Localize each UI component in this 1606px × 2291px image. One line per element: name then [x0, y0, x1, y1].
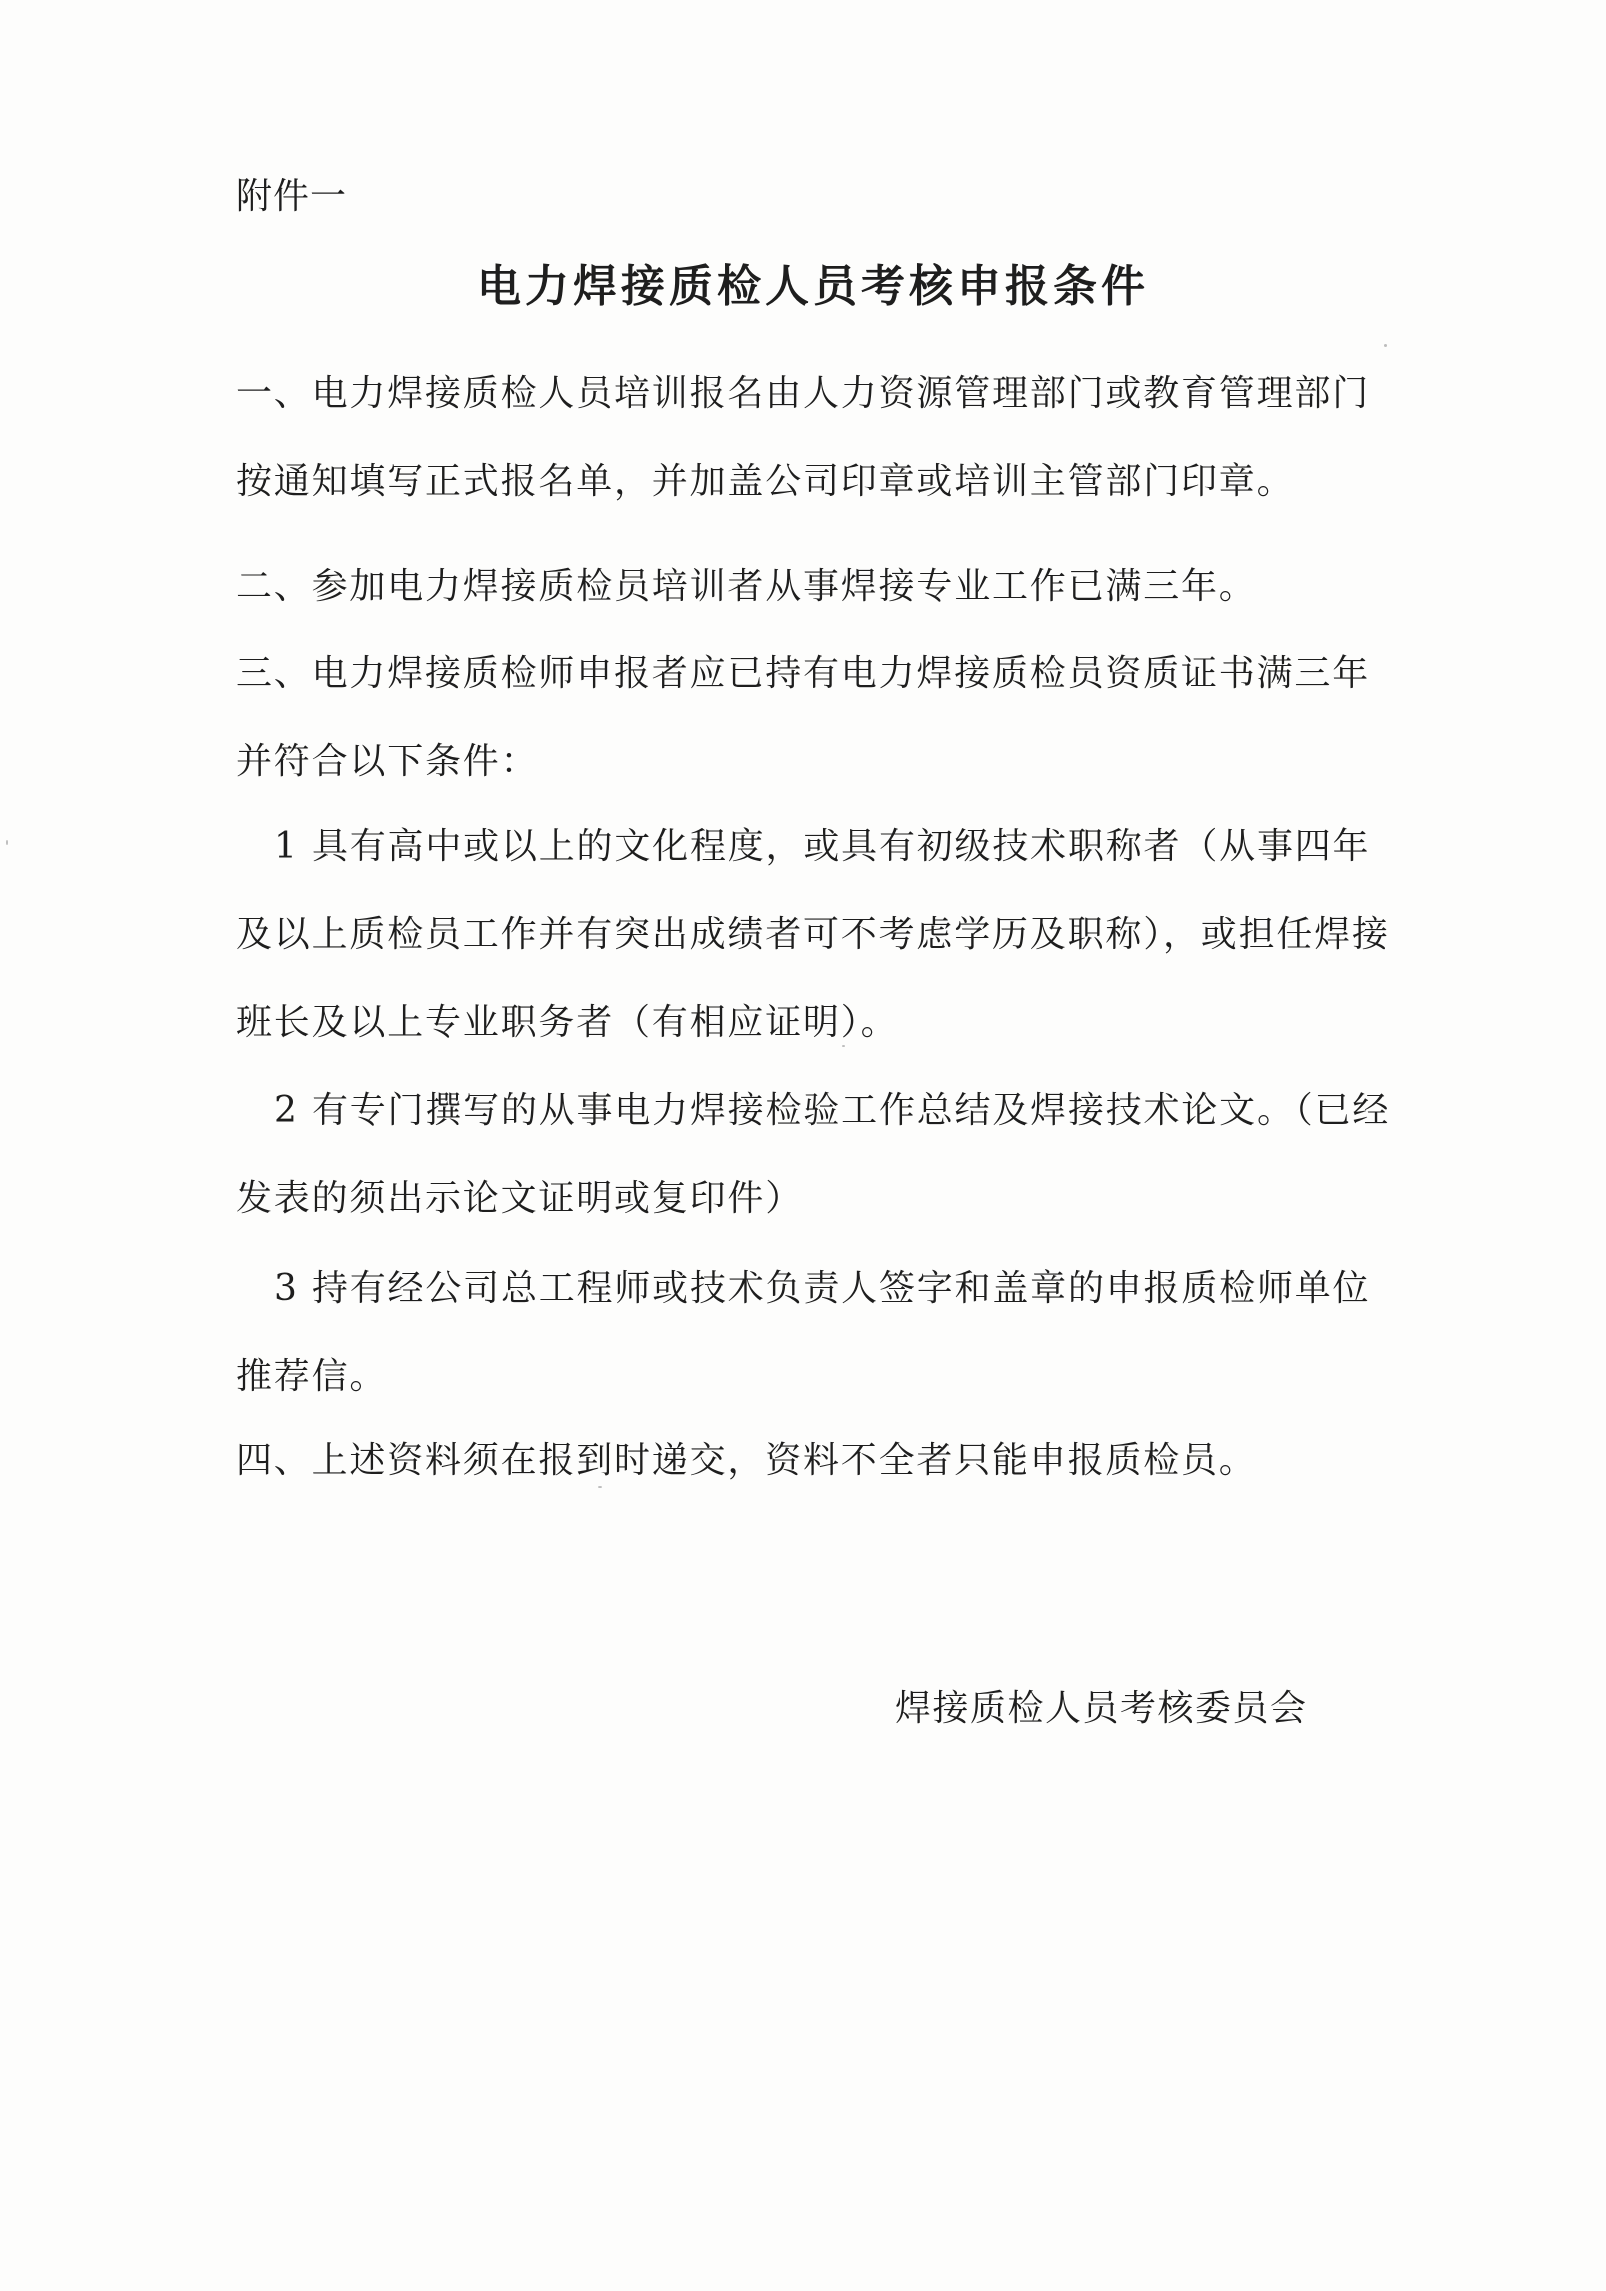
scan-speck [1384, 344, 1387, 347]
paragraph-4-submission: 四、上述资料须在报到时递交，资料不全者只能申报质检员。 [236, 1440, 1257, 1481]
condition-3-recommendation: 3 持有经公司总工程师或技术负责人签字和盖章的申报质检师单位推荐信。 [236, 1268, 1371, 1397]
paragraph-3-inspector-requirements: 三、电力焊接质检师申报者应已持有电力焊接质检员资质证书满三年并符合以下条件： [236, 653, 1371, 782]
scan-speck [6, 840, 8, 845]
issuer-signature: 焊接质检人员考核委员会 [895, 1688, 1308, 1729]
document-title: 电力焊接质检人员考核申报条件 [477, 261, 1149, 312]
attachment-label: 附件一 [236, 176, 348, 217]
paragraph-2-experience: 二、参加电力焊接质检员培训者从事焊接专业工作已满三年。 [236, 566, 1257, 607]
condition-1-education: 1 具有高中或以上的文化程度，或具有初级技术职称者（从事四年及以上质检员工作并有突出成绩者可不考虑学历及职称），或担任焊接班长及以上专业职务者（有相应证明）。 [236, 826, 1390, 1043]
scan-speck [842, 1045, 845, 1047]
condition-2-papers: 2 有专门撰写的从事电力焊接检验工作总结及焊接技术论文。（已经发表的须出示论文证明或复印件） [236, 1090, 1391, 1219]
scan-speck [598, 1486, 602, 1488]
paragraph-1-registration: 一、电力焊接质检人员培训报名由人力资源管理部门或教育管理部门按通知填写正式报名单，并加盖公司印章或培训主管部门印章。 [236, 373, 1371, 502]
